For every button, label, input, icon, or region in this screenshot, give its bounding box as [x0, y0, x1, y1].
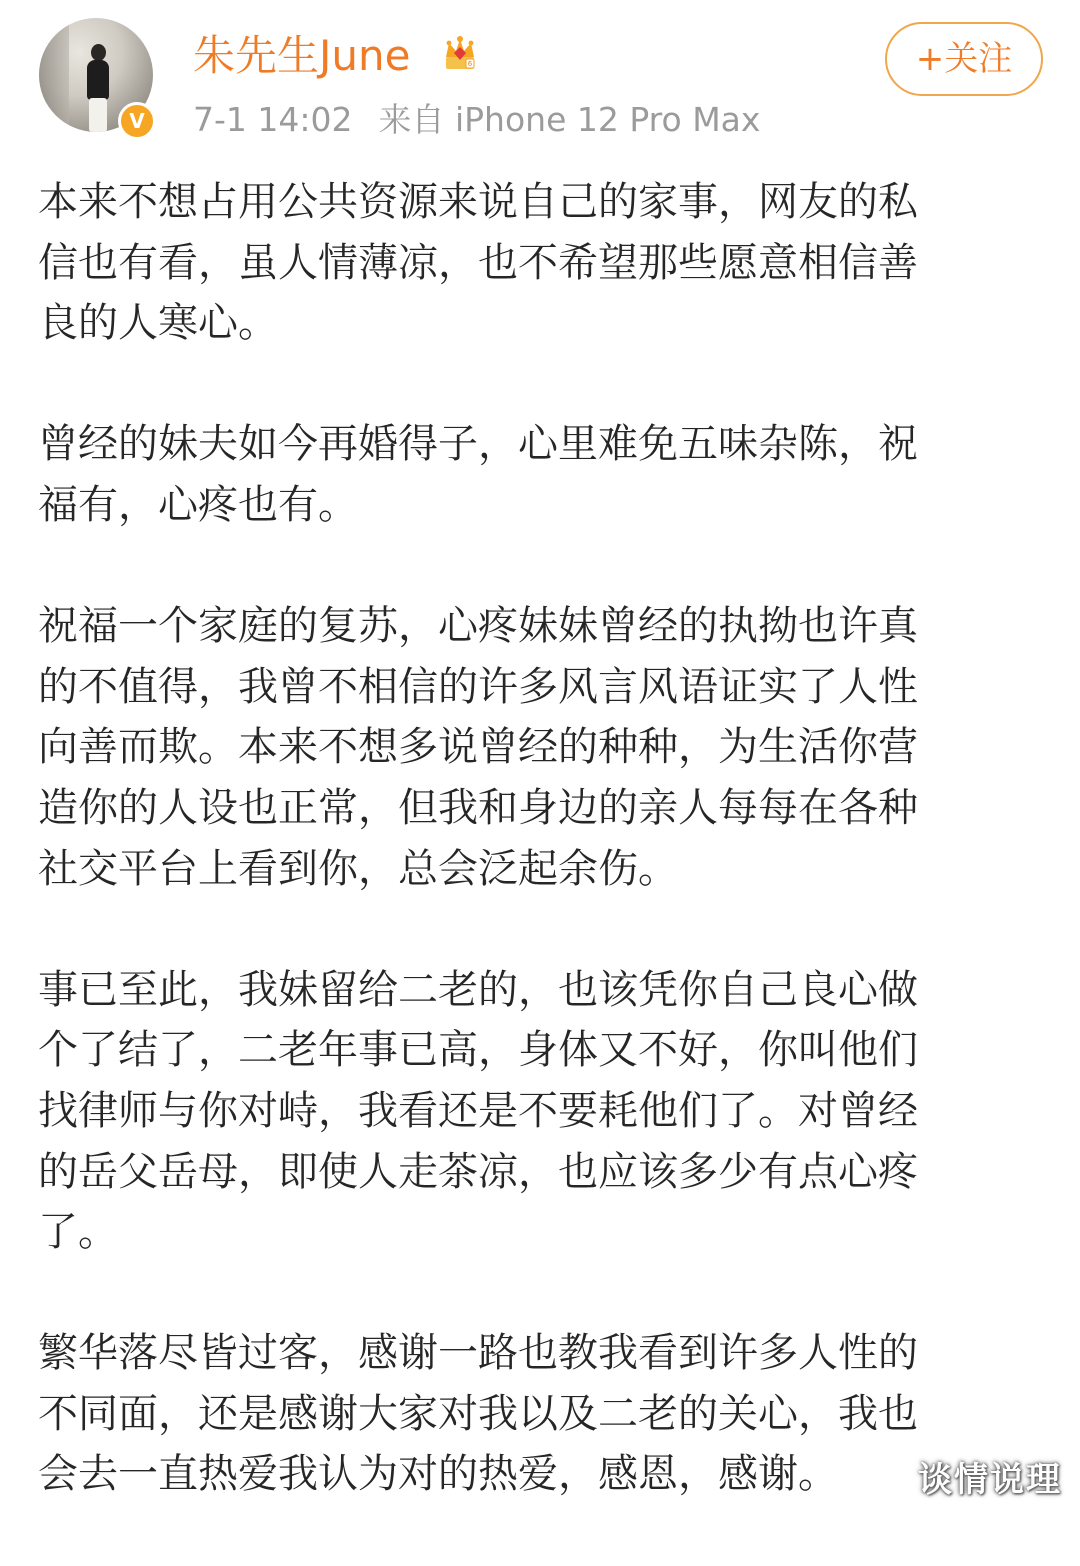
- svg-text:6: 6: [467, 60, 473, 68]
- paragraph-4: [38, 960, 1038, 1263]
- text-line: 本来不想占用公共资源来说自己的家事，网友的私: [38, 179, 918, 225]
- text-line: 信也有看，虽人情薄凉，也不希望那些愿意相信善: [38, 239, 918, 286]
- text-line: 的岳父岳母，即使人走茶凉，也应该多少有点心疼: [38, 1148, 918, 1195]
- post-body: [38, 172, 1038, 1566]
- username[interactable]: 朱先生June: [193, 31, 411, 80]
- text-line: 曾经的妹夫如今再婚得子，心里难免五味杂陈，祝: [38, 421, 918, 468]
- paragraph-1: [38, 172, 1038, 354]
- paragraph-2: [38, 414, 1038, 535]
- text-line: 找律师与你对峙，我看还是不要耗他们了。对曾经: [38, 1087, 918, 1134]
- text-line: 不同面，还是感谢大家对我以及二老的关心，我也: [38, 1390, 918, 1437]
- paragraph-5: [38, 1323, 1038, 1505]
- text-line: 繁华落尽皆过客，感谢一路也教我看到许多人性的: [38, 1330, 918, 1377]
- text-line: 社交平台上看到你，总会泛起余伤。: [38, 845, 678, 892]
- avatar-background: [39, 18, 69, 132]
- paragraph-3: [38, 596, 1038, 899]
- text-line: 造你的人设也正常，但我和身边的亲人每每在各种: [38, 784, 918, 831]
- text-line: 事已至此，我妹留给二老的，也该凭你自己良心做: [38, 966, 918, 1013]
- text-line: 福有，心疼也有。: [38, 481, 358, 528]
- post-header: [0, 0, 1080, 150]
- crown-vip-icon: [440, 33, 480, 73]
- text-line: 向善而欺。本来不想多说曾经的种种，为生活你营: [38, 724, 918, 771]
- text-line: 祝福一个家庭的复苏，心疼妹妹曾经的执拗也许真: [38, 603, 918, 650]
- verified-badge-icon: V: [118, 102, 156, 140]
- post-meta: [193, 96, 760, 144]
- avatar-figure-legs: [89, 98, 107, 132]
- avatar-figure-body: [87, 60, 109, 100]
- avatar-figure-head: [91, 44, 106, 61]
- text-line: 了。: [38, 1209, 118, 1256]
- post-date: 7-1 14:02: [193, 100, 353, 139]
- text-line: 良的人寒心。: [38, 300, 278, 347]
- text-line: 会去一直热爱我认为对的热爱，感恩，感谢。: [38, 1451, 838, 1498]
- text-line: 的不值得，我曾不相信的许多风言风语证实了人性: [38, 663, 918, 710]
- text-line: 个了结了，二老年事已高，身体又不好，你叫他们: [38, 1027, 918, 1074]
- watermark: 谈情说理: [918, 1460, 1062, 1500]
- follow-button[interactable]: +关注: [885, 22, 1043, 96]
- post-source: 来自 iPhone 12 Pro Max: [378, 100, 761, 139]
